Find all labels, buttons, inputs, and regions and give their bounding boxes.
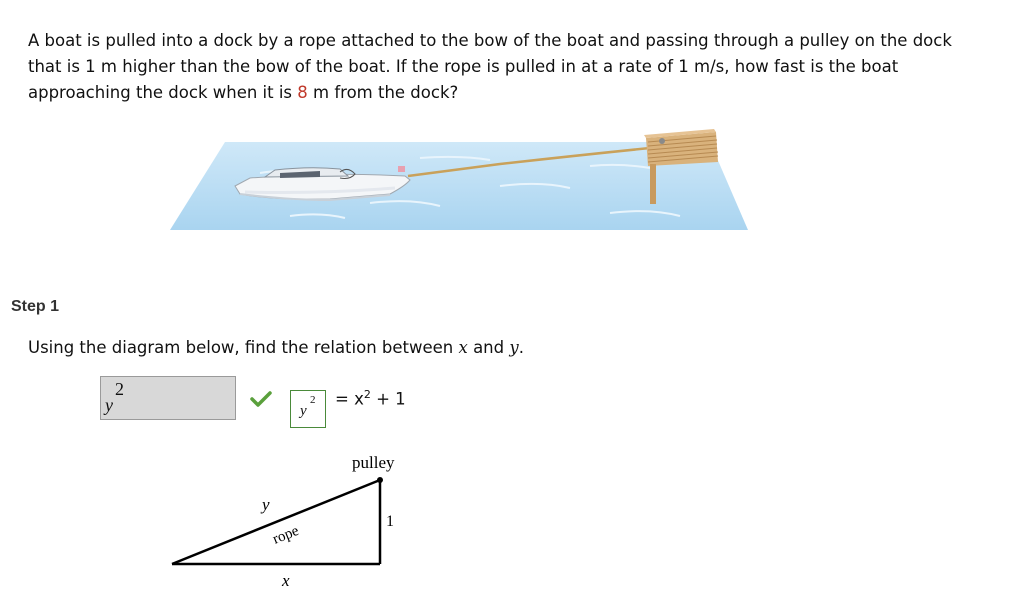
equation-suffix: + 1 (370, 389, 406, 409)
label-pulley: pulley (352, 453, 395, 472)
equation-prefix: = x (335, 389, 364, 409)
label-x: x (282, 571, 290, 590)
confirmed-answer-box (290, 390, 326, 428)
equation-rhs (335, 388, 406, 409)
triangle-diagram (160, 450, 440, 600)
step-title: Step 1 (11, 298, 60, 315)
instruction-end: . (518, 338, 524, 357)
triangle-hypotenuse-rope (172, 480, 380, 564)
answer-input[interactable] (100, 376, 236, 420)
var-x: x (458, 338, 468, 357)
correct-check-icon (250, 390, 272, 408)
confirmed-answer-exponent: 2 (310, 394, 316, 406)
problem-highlight-value: 8 (297, 83, 308, 102)
answer-input-exponent: 2 (115, 379, 124, 399)
label-rope: rope (270, 522, 302, 548)
instruction-text: Using the diagram below, find the relation between (28, 338, 459, 357)
problem-statement (28, 28, 968, 106)
confirmed-answer-base: y (300, 403, 307, 419)
step-instruction (28, 338, 524, 357)
pulley-point (377, 477, 383, 483)
label-one: 1 (386, 513, 394, 530)
equation-exponent: 2 (363, 388, 371, 401)
var-y: y (509, 338, 519, 357)
boat-dock-illustration (170, 128, 750, 234)
problem-text-1: A boat is pulled into a dock by a rope attached to the bow of the boat and passing through a pulley on the dock that is 1 m higher than the bow of the boat. If the rope is pulled in at a rate of 1 m/s, how fast is the boat approaching the dock when it is (28, 31, 952, 102)
label-y: y (262, 495, 270, 514)
answer-input-base: y (105, 395, 113, 415)
instruction-and: and (467, 338, 510, 357)
problem-text-2: m from the dock? (307, 83, 459, 102)
